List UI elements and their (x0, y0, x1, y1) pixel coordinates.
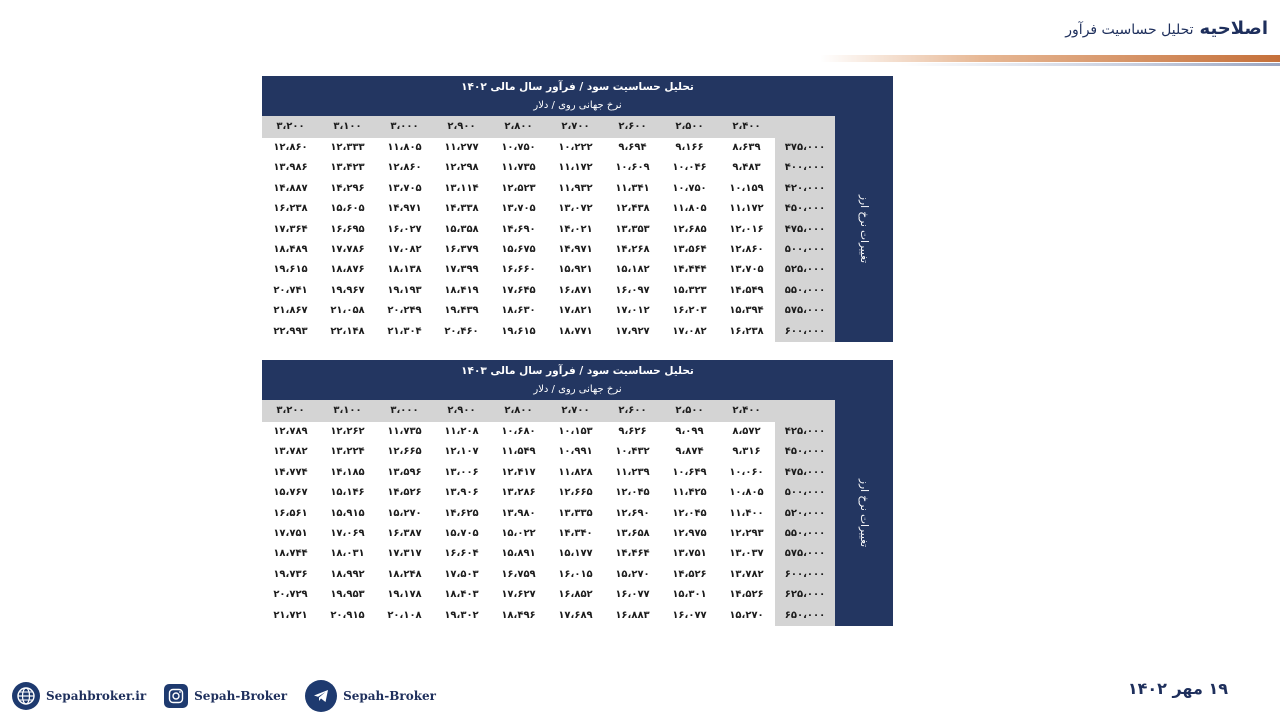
footer-links (12, 680, 436, 712)
sensitivity-table-1402 (262, 76, 893, 342)
column-header: ۳،۱۰۰ (319, 400, 376, 422)
table-cell: ۱۵،۹۱۵ (330, 507, 365, 519)
table-cell: ۱۴،۲۶۸ (615, 243, 650, 255)
table-cell: ۱۴،۹۷۱ (387, 203, 422, 215)
corner-cell (775, 400, 835, 422)
table-cell: ۱۶،۷۵۹ (501, 568, 536, 580)
table-cell: ۱۱،۴۲۵ (672, 487, 707, 499)
table-row (262, 565, 835, 585)
table-cell: ۱۷،۳۹۹ (444, 264, 479, 276)
table-cell: ۱۵،۱۷۷ (558, 548, 593, 560)
row-header: ۶۵۰،۰۰۰ (775, 606, 835, 626)
table-cell: ۱۴،۲۹۶ (330, 182, 365, 194)
row-header: ۵۲۵،۰۰۰ (775, 260, 835, 280)
table-cell: ۱۵،۲۷۰ (387, 507, 422, 519)
row-header: ۴۷۵،۰۰۰ (775, 220, 835, 240)
table-cell: ۱۰،۰۶۰ (729, 466, 764, 478)
table-cell: ۱۳،۷۸۲ (729, 568, 764, 580)
table-cell: ۱۲،۰۴۵ (615, 487, 650, 499)
correction-tag: اصلاحیه (1199, 18, 1268, 39)
column-header: ۲،۴۰۰ (718, 400, 775, 422)
table-cell: ۱۸،۴۹۶ (501, 609, 536, 621)
table-cell: ۱۰،۲۲۲ (558, 142, 593, 153)
table-cell: ۱۴،۵۲۶ (729, 589, 764, 601)
row-header: ۶۰۰،۰۰۰ (775, 322, 835, 342)
table-cell: ۱۷،۰۸۲ (672, 325, 707, 337)
table-cell: ۱۰،۶۴۹ (672, 466, 707, 478)
instagram-link[interactable] (164, 684, 287, 708)
table-cell: ۱۸،۲۴۸ (387, 568, 422, 580)
table-cell: ۱۶،۲۰۳ (672, 305, 707, 317)
table-title: تحلیل حساسیت سود / فرآور سال مالی ۱۴۰۲ (262, 76, 893, 98)
table-cell: ۱۳،۰۰۶ (444, 466, 479, 478)
table-cell: ۱۹،۹۶۷ (330, 284, 365, 296)
table-cell: ۱۸،۷۷۱ (558, 325, 593, 337)
table-cell: ۱۶،۰۱۵ (558, 568, 593, 580)
table-cell: ۱۶،۰۹۷ (615, 284, 650, 296)
column-header: ۲،۸۰۰ (490, 400, 547, 422)
table-cell: ۲۰،۹۱۵ (330, 609, 365, 621)
table-cell: ۱۲،۵۲۳ (501, 182, 536, 194)
table-cell: ۱۱،۹۳۲ (558, 182, 593, 194)
table-cell: ۱۴،۶۲۵ (444, 507, 479, 519)
table-cell: ۱۶،۶۶۰ (501, 264, 536, 276)
table-cell: ۱۹،۹۵۳ (330, 589, 365, 601)
table-row (262, 585, 835, 605)
column-header: ۲،۶۰۰ (604, 116, 661, 138)
table-row (262, 544, 835, 564)
table-cell: ۲۲،۹۹۳ (273, 325, 308, 337)
table-cell: ۱۲،۸۶۰ (273, 142, 308, 153)
table-cell: ۱۳،۰۳۷ (729, 548, 764, 560)
table-cell: ۱۲،۶۹۰ (615, 507, 650, 519)
telegram-icon (305, 680, 337, 712)
table-cell: ۱۷،۳۱۷ (387, 548, 422, 560)
table-cell: ۱۲،۲۶۲ (330, 426, 365, 437)
table-cell: ۹،۶۲۶ (618, 426, 647, 437)
row-axis-label: تغییرات نرخ ارز (858, 478, 870, 548)
table-cell: ۱۶،۵۶۱ (273, 507, 308, 519)
table-row (262, 260, 835, 280)
table-cell: ۱۵،۱۸۲ (615, 264, 650, 276)
header-divider (820, 55, 1280, 62)
table-cell: ۱۹،۶۱۵ (501, 325, 536, 337)
table-cell: ۱۱،۲۰۸ (444, 426, 479, 437)
row-header: ۵۲۰،۰۰۰ (775, 504, 835, 524)
table-cell: ۱۳،۷۰۵ (387, 182, 422, 194)
instagram-text: Sepah-Broker (194, 689, 288, 703)
table-cell: ۹،۴۸۳ (732, 162, 761, 174)
table-body (262, 116, 835, 342)
table-cell: ۲۱،۷۲۱ (273, 609, 308, 621)
row-header: ۵۵۰،۰۰۰ (775, 281, 835, 301)
table-cell: ۹،۰۹۹ (675, 426, 704, 437)
report-date: ۱۹ مهر ۱۴۰۲ (1127, 679, 1228, 698)
table-row (262, 483, 835, 503)
table-cell: ۱۲،۹۷۵ (672, 527, 707, 539)
header-divider-secondary (900, 63, 1280, 66)
row-header: ۶۲۵،۰۰۰ (775, 585, 835, 605)
row-axis-label-box (835, 400, 893, 626)
table-cell: ۱۱،۲۷۷ (444, 142, 479, 153)
table-cell: ۱۵،۲۷۰ (615, 568, 650, 580)
table-cell: ۹،۳۱۶ (732, 446, 761, 458)
table-cell: ۲۰،۷۲۹ (273, 589, 308, 601)
table-cell: ۱۳،۹۸۶ (273, 162, 308, 174)
table-cell: ۱۶،۸۷۱ (558, 284, 593, 296)
column-header: ۲،۷۰۰ (547, 400, 604, 422)
table-cell: ۱۸،۶۳۰ (501, 305, 536, 317)
table-cell: ۱۲،۲۹۸ (444, 162, 479, 174)
table-cell: ۱۷،۵۰۳ (444, 568, 479, 580)
table-cell: ۱۱،۸۰۵ (672, 203, 707, 215)
table-cell: ۱۵،۷۰۵ (444, 527, 479, 539)
row-header: ۵۷۵،۰۰۰ (775, 544, 835, 564)
table-cell: ۱۷،۶۲۷ (501, 589, 536, 601)
column-header: ۳،۲۰۰ (262, 400, 319, 422)
table-cell: ۱۰،۴۳۲ (615, 446, 650, 458)
table-cell: ۱۴،۴۴۴ (672, 264, 707, 276)
table-cell: ۱۴،۵۲۶ (672, 568, 707, 580)
table-cell: ۱۵،۱۴۶ (330, 487, 365, 499)
table-cell: ۱۴،۷۷۴ (273, 466, 308, 478)
table-cell: ۱۵،۳۰۱ (672, 589, 707, 601)
website-link[interactable] (12, 682, 146, 710)
table-cell: ۱۶،۸۵۲ (558, 589, 593, 601)
table-cell: ۱۲،۲۹۳ (729, 527, 764, 539)
table-cell: ۲۰،۷۴۱ (273, 284, 308, 296)
table-cell: ۱۶،۳۸۷ (387, 527, 422, 539)
table-cell: ۱۸،۴۸۹ (273, 243, 308, 255)
table-cell: ۱۹،۳۰۲ (444, 609, 479, 621)
table-cell: ۹،۸۷۴ (675, 446, 704, 458)
table-row (262, 240, 835, 260)
table-cell: ۹،۱۶۶ (675, 142, 704, 153)
table-cell: ۱۴،۳۴۰ (558, 527, 593, 539)
column-header: ۲،۹۰۰ (433, 400, 490, 422)
table-cell: ۱۳،۷۸۲ (273, 446, 308, 458)
row-axis-label-box (835, 116, 893, 342)
table-cell: ۲۰،۴۶۰ (444, 325, 479, 337)
table-subtitle: نرخ جهانی روی / دلار (262, 382, 893, 400)
table-row (262, 179, 835, 199)
table-row (262, 422, 835, 442)
table-cell: ۱۳،۱۱۴ (444, 182, 479, 194)
table-cell: ۲۰،۲۴۹ (387, 305, 422, 317)
row-header: ۴۰۰،۰۰۰ (775, 158, 835, 178)
table-cell: ۱۷،۳۶۴ (273, 223, 308, 235)
table-cell: ۱۱،۴۰۰ (729, 507, 764, 519)
table-cell: ۱۰،۹۹۱ (558, 446, 593, 458)
page-title: تحلیل حساسیت فرآور (1065, 22, 1194, 38)
table-cell: ۱۹،۱۷۸ (387, 589, 422, 601)
table-cell: ۱۲،۸۶۰ (729, 243, 764, 255)
table-row (262, 442, 835, 462)
row-header: ۵۷۵،۰۰۰ (775, 301, 835, 321)
table-cell: ۱۵،۸۹۱ (501, 548, 536, 560)
table-cell: ۱۸،۷۴۴ (273, 548, 308, 560)
table-cell: ۱۳،۳۵۳ (615, 223, 650, 235)
table-cell: ۱۶،۰۲۷ (387, 223, 422, 235)
row-header: ۵۰۰،۰۰۰ (775, 483, 835, 503)
table-cell: ۲۰،۱۰۸ (387, 609, 422, 621)
row-header: ۳۷۵،۰۰۰ (775, 138, 835, 158)
table-cell: ۱۳،۷۰۵ (729, 264, 764, 276)
table-cell: ۱۳،۷۰۵ (501, 203, 536, 215)
row-header: ۴۲۵،۰۰۰ (775, 422, 835, 442)
table-row (262, 606, 835, 626)
table-cell: ۱۱،۷۳۵ (387, 426, 422, 437)
table-cell: ۱۶،۰۷۷ (615, 589, 650, 601)
table-cell: ۱۳،۰۷۲ (558, 203, 593, 215)
table-row (262, 138, 835, 158)
column-header: ۲،۴۰۰ (718, 116, 775, 138)
table-cell: ۱۸،۴۱۹ (444, 284, 479, 296)
table-cell: ۱۴،۵۲۶ (387, 487, 422, 499)
column-header: ۲،۵۰۰ (661, 400, 718, 422)
table-cell: ۱۰،۷۵۰ (672, 182, 707, 194)
table-cell: ۱۰،۸۰۵ (729, 487, 764, 499)
table-cell: ۱۴،۹۷۱ (558, 243, 593, 255)
table-cell: ۸،۵۷۲ (732, 426, 761, 437)
table-row (262, 504, 835, 524)
row-header: ۴۲۰،۰۰۰ (775, 179, 835, 199)
table-cell: ۱۱،۱۷۲ (558, 162, 593, 174)
table-cell: ۱۰،۶۸۰ (501, 426, 536, 437)
column-header: ۳،۰۰۰ (376, 400, 433, 422)
table-cell: ۱۱،۵۴۹ (501, 446, 536, 458)
sensitivity-table-1403 (262, 360, 893, 626)
table-cell: ۱۸،۸۷۶ (330, 264, 365, 276)
table-cell: ۱۳،۵۹۶ (387, 466, 422, 478)
table-cell: ۱۵،۷۶۷ (273, 487, 308, 499)
table-row (262, 463, 835, 483)
table-cell: ۱۴،۴۶۴ (615, 548, 650, 560)
table-cell: ۱۲،۸۶۰ (387, 162, 422, 174)
table-cell: ۱۱،۱۷۲ (729, 203, 764, 215)
table-title: تحلیل حساسیت سود / فرآور سال مالی ۱۴۰۳ (262, 360, 893, 382)
table-cell: ۱۳،۷۵۱ (672, 548, 707, 560)
table-cell: ۱۷،۰۸۲ (387, 243, 422, 255)
table-cell: ۱۴،۸۸۷ (273, 182, 308, 194)
table-cell: ۱۳،۳۳۵ (558, 507, 593, 519)
table-cell: ۹،۶۹۴ (618, 142, 647, 153)
column-header: ۳،۲۰۰ (262, 116, 319, 138)
table-row (262, 199, 835, 219)
table-cell: ۱۱،۳۴۱ (615, 182, 650, 194)
row-header: ۵۵۰،۰۰۰ (775, 524, 835, 544)
table-cell: ۱۶،۰۷۷ (672, 609, 707, 621)
table-cell: ۱۷،۷۵۱ (273, 527, 308, 539)
table-cell: ۲۱،۳۰۴ (387, 325, 422, 337)
table-subtitle: نرخ جهانی روی / دلار (262, 98, 893, 116)
table-cell: ۱۱،۸۰۵ (387, 142, 422, 153)
column-header: ۲،۹۰۰ (433, 116, 490, 138)
table-cell: ۲۱،۸۶۷ (273, 305, 308, 317)
table-row (262, 524, 835, 544)
table-cell: ۱۷،۶۸۹ (558, 609, 593, 621)
column-header: ۲،۸۰۰ (490, 116, 547, 138)
table-cell: ۲۱،۰۵۸ (330, 305, 365, 317)
table-cell: ۱۷،۰۱۲ (615, 305, 650, 317)
table-cell: ۱۵،۶۰۵ (330, 203, 365, 215)
table-cell: ۱۷،۰۶۹ (330, 527, 365, 539)
column-header-row (262, 116, 835, 138)
table-cell: ۱۷،۷۸۶ (330, 243, 365, 255)
table-cell: ۱۲،۳۳۳ (330, 142, 365, 153)
column-header: ۳،۰۰۰ (376, 116, 433, 138)
telegram-text: Sepah-Broker (343, 689, 436, 703)
table-cell: ۱۶،۶۰۴ (444, 548, 479, 560)
table-cell: ۸،۶۳۹ (732, 142, 761, 153)
table-cell: ۱۲،۶۸۵ (672, 223, 707, 235)
website-text: Sepahbroker.ir (46, 689, 147, 703)
table-cell: ۱۰،۰۴۶ (672, 162, 707, 174)
table-cell: ۱۰،۱۵۳ (558, 426, 593, 437)
table-cell: ۱۲،۶۶۵ (558, 487, 593, 499)
table-cell: ۱۴،۰۲۱ (558, 223, 593, 235)
row-header: ۴۵۰،۰۰۰ (775, 199, 835, 219)
corner-cell (775, 116, 835, 138)
globe-icon (12, 682, 40, 710)
table-cell: ۱۳،۵۶۴ (672, 243, 707, 255)
telegram-link[interactable] (305, 680, 436, 712)
table-cell: ۱۲،۴۳۸ (615, 203, 650, 215)
table-cell: ۱۹،۱۹۳ (387, 284, 422, 296)
table-cell: ۱۵،۲۷۰ (729, 609, 764, 621)
column-header: ۲،۶۰۰ (604, 400, 661, 422)
table-cell: ۱۷،۸۲۱ (558, 305, 593, 317)
table-cell: ۱۲،۰۴۵ (672, 507, 707, 519)
table-cell: ۱۷،۹۲۷ (615, 325, 650, 337)
table-cell: ۱۸،۴۰۳ (444, 589, 479, 601)
table-cell: ۱۹،۷۳۶ (273, 568, 308, 580)
instagram-icon (164, 684, 188, 708)
table-cell: ۱۴،۱۸۵ (330, 466, 365, 478)
row-axis-label: تغییرات نرخ ارز (858, 194, 870, 264)
table-cell: ۱۲،۷۸۹ (273, 426, 308, 437)
row-header: ۶۰۰،۰۰۰ (775, 565, 835, 585)
table-cell: ۱۰،۱۵۹ (729, 182, 764, 194)
table-cell: ۱۸،۰۳۱ (330, 548, 365, 560)
column-header: ۲،۵۰۰ (661, 116, 718, 138)
table-cell: ۱۰،۶۰۹ (615, 162, 650, 174)
table-cell: ۱۱،۷۳۵ (501, 162, 536, 174)
column-header: ۲،۷۰۰ (547, 116, 604, 138)
page-header (1065, 18, 1268, 39)
table-cell: ۱۳،۹۰۶ (444, 487, 479, 499)
table-cell: ۱۵،۳۵۸ (444, 223, 479, 235)
row-header: ۵۰۰،۰۰۰ (775, 240, 835, 260)
table-body (262, 400, 835, 626)
table-cell: ۲۲،۱۴۸ (330, 325, 365, 337)
table-cell: ۱۳،۲۸۶ (501, 487, 536, 499)
table-cell: ۱۶،۳۷۹ (444, 243, 479, 255)
table-cell: ۱۳،۴۲۳ (330, 162, 365, 174)
table-cell: ۱۶،۶۹۵ (330, 223, 365, 235)
table-cell: ۱۹،۶۱۵ (273, 264, 308, 276)
table-cell: ۱۹،۴۳۹ (444, 305, 479, 317)
column-header: ۳،۱۰۰ (319, 116, 376, 138)
table-row (262, 158, 835, 178)
table-cell: ۱۰،۷۵۰ (501, 142, 536, 153)
table-cell: ۱۸،۱۳۸ (387, 264, 422, 276)
table-cell: ۱۲،۴۱۷ (501, 466, 536, 478)
table-row (262, 220, 835, 240)
table-cell: ۱۶،۲۳۸ (273, 203, 308, 215)
row-header: ۴۷۵،۰۰۰ (775, 463, 835, 483)
table-cell: ۱۵،۶۷۵ (501, 243, 536, 255)
table-cell: ۱۵،۳۹۴ (729, 305, 764, 317)
table-row (262, 301, 835, 321)
table-cell: ۱۸،۹۹۲ (330, 568, 365, 580)
table-cell: ۱۲،۱۰۷ (444, 446, 479, 458)
table-cell: ۱۱،۸۲۸ (558, 466, 593, 478)
table-cell: ۱۵،۹۲۱ (558, 264, 593, 276)
table-cell: ۱۳،۶۵۸ (615, 527, 650, 539)
table-cell: ۱۴،۳۳۸ (444, 203, 479, 215)
table-cell: ۱۲،۶۶۵ (387, 446, 422, 458)
table-cell: ۱۱،۲۳۹ (615, 466, 650, 478)
table-cell: ۱۴،۶۹۰ (501, 223, 536, 235)
table-cell: ۱۶،۸۸۳ (615, 609, 650, 621)
table-row (262, 281, 835, 301)
table-row (262, 322, 835, 342)
table-cell: ۱۶،۲۳۸ (729, 325, 764, 337)
table-cell: ۱۵،۰۲۲ (501, 527, 536, 539)
table-cell: ۱۳،۹۸۰ (501, 507, 536, 519)
table-cell: ۱۴،۵۴۹ (729, 284, 764, 296)
column-header-row (262, 400, 835, 422)
row-header: ۴۵۰،۰۰۰ (775, 442, 835, 462)
table-cell: ۱۳،۲۲۴ (330, 446, 365, 458)
table-cell: ۱۲،۰۱۶ (729, 223, 764, 235)
table-cell: ۱۷،۶۴۵ (501, 284, 536, 296)
table-cell: ۱۵،۳۲۳ (672, 284, 707, 296)
